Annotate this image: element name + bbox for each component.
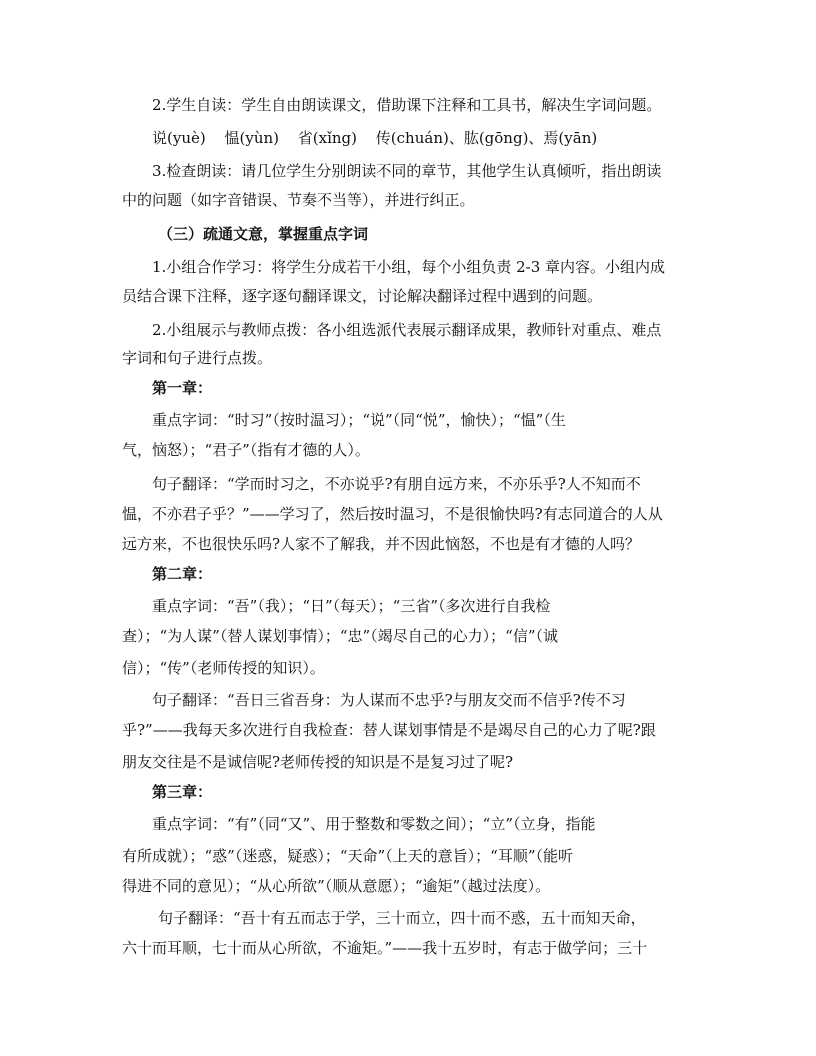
chapter-3-translation-line2: 六十而耳顺，七十而从心所欲，不逾矩。”——我十五岁时，有志于做学问；三十 (122, 939, 648, 957)
paragraph-self-reading: 2.学生自读：学生自由朗读课文，借助课下注释和工具书，解决生字词问题。 (152, 96, 662, 114)
chapter-3-keywords-line3: 得进不同的意见）；“从心所欲”（顺从意愿）；“逾矩”（越过法度）。 (122, 877, 551, 895)
chapter-3-heading: 第三章： (152, 783, 213, 801)
chapter-2-translation-line2: 乎?”——我每天多次进行自我检查：替人谋划事情是不是竭尽自己的心力了呢?跟 (122, 721, 656, 739)
pronunciation-item: 愠(yùn) (224, 129, 279, 147)
paragraph-group-show-line1: 2.小组展示与教师点拨：各小组选派代表展示翻译成果，教师针对重点、难点 (152, 321, 662, 339)
chapter-2-keywords-line2: 查）；“为人谋”（替人谋划事情）；“忠”（竭尽自己的心力）；“信”（诚 (122, 627, 559, 645)
chapter-2-keywords-line3: 信）；“传”（老师传授的知识）。 (122, 659, 325, 677)
pronunciation-item: 传(chuán)、肱(gōng)、焉(yān) (375, 129, 598, 147)
chapter-1-heading: 第一章： (152, 379, 213, 397)
pronunciation-list (152, 128, 611, 148)
pronunciation-item: 省(xǐng) (297, 129, 358, 147)
chapter-2-keywords-line1: 重点字词：“吾”（我）；“日”（每天）；“三省”（多次进行自我检 (152, 597, 551, 615)
paragraph-group-show-line2: 字词和句子进行点拨。 (122, 349, 273, 367)
pronunciation-item: 说(yuè) (152, 129, 206, 147)
chapter-1-translation-line1: 句子翻译：“学而时习之，不亦说乎?有朋自远方来，不亦乐乎?人不知而不 (152, 475, 641, 493)
chapter-2-translation-line3: 朋友交往是不是诚信呢?老师传授的知识是不是复习过了呢? (122, 753, 514, 771)
chapter-3-keywords-line1: 重点字词：“有”（同“又”、用于整数和零数之间）；“立”（立身，指能 (152, 815, 596, 833)
paragraph-check-reading-line2: 中的问题（如字音错误、节奏不当等），并进行纠正。 (122, 191, 475, 209)
chapter-2-heading: 第二章： (152, 565, 213, 583)
chapter-3-keywords-line2: 有所成就）；“惑”（迷惑，疑惑）；“天命”（上天的意旨）；“耳顺”（能听 (122, 847, 574, 865)
paragraph-check-reading-line1: 3.检查朗读：请几位学生分别朗读不同的章节，其他学生认真倾听，指出朗读 (152, 162, 662, 180)
paragraph-group-study-line1: 1.小组合作学习：将学生分成若干小组，每个小组负责 2-3 章内容。小组内成 (152, 258, 666, 276)
chapter-2-translation-line1: 句子翻译：“吾日三省吾身：为人谋而不忠乎?与朋友交而不信乎?传不习 (152, 691, 626, 709)
chapter-3-translation-line1: 句子翻译：“吾十有五而志于学，三十而立，四十而不惑，五十而知天命， (158, 909, 646, 927)
chapter-1-translation-line3: 远方来，不也很快乐吗?人家不了解我，并不因此恼怒，不也是有才德的人吗？ (122, 535, 641, 553)
chapter-1-keywords-line2: 气，恼怒）；“君子”（指有才德的人）。 (122, 441, 370, 459)
chapter-1-keywords-line1: 重点字词：“时习”（按时温习）；“说”（同“悦”，愉快）；“愠”（生 (152, 411, 566, 429)
paragraph-group-study-line2: 员结合课下注释，逐字逐句翻译课文，讨论解决翻译过程中遇到的问题。 (122, 287, 603, 305)
section-heading: （三）疏通文意，掌握重点字词 (158, 225, 369, 243)
chapter-1-translation-line2: 愠，不亦君子乎？”——学习了，然后按时温习，不是很愉快吗?有志同道合的人从 (122, 505, 663, 523)
